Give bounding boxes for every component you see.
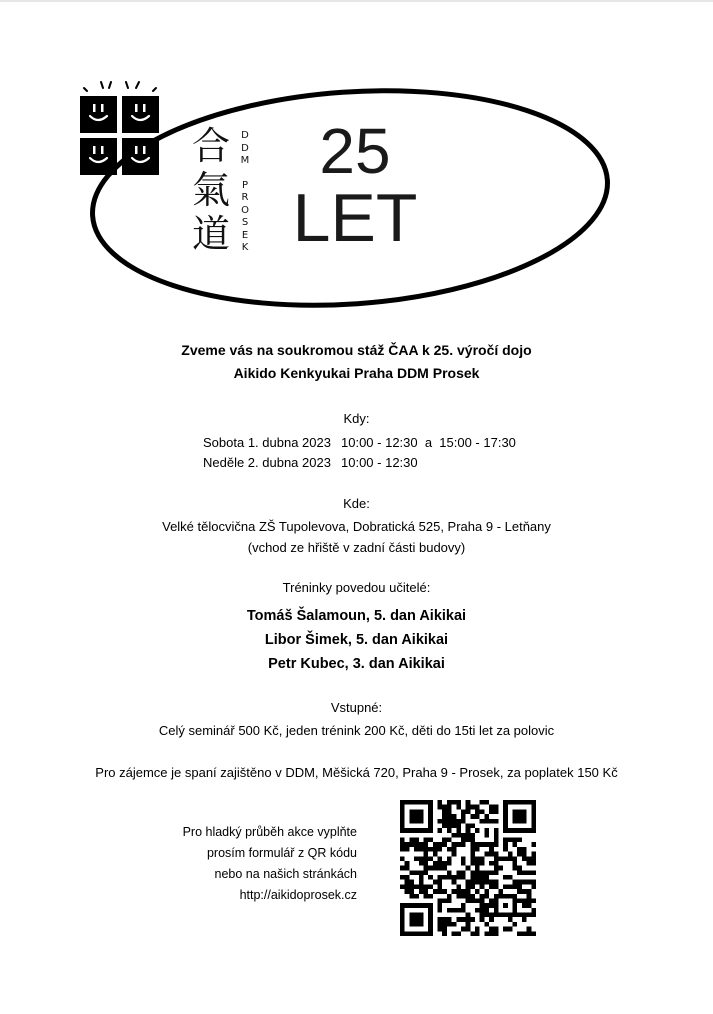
registration-line: nebo na našich stránkách	[214, 867, 357, 881]
vertical-letter: E	[241, 229, 249, 241]
when-label: Kdy:	[343, 411, 370, 426]
vertical-letter: O	[241, 204, 249, 216]
venue-address: Velké tělocvična ZŠ Tupolevova, Dobratická 525, Praha 9 - Letňany	[162, 519, 551, 534]
anniversary-number: 25	[319, 115, 391, 187]
where-label: Kde:	[343, 496, 370, 511]
ddm-prosek-vertical	[238, 130, 252, 255]
registration-text	[150, 822, 357, 906]
schedule-time: 10:00 - 12:30	[341, 455, 418, 470]
top-border	[0, 0, 713, 2]
vertical-letter: M	[240, 155, 250, 166]
aikido-kanji	[188, 124, 234, 256]
venue-note: (vchod ze hřiště v zadní části budovy)	[247, 540, 466, 555]
vertical-letter: K	[241, 242, 249, 253]
teachers-label: Tréninky povedou učitelé:	[282, 580, 431, 595]
invitation-line-2: Aikido Kenkyukai Praha DDM Prosek	[233, 365, 480, 381]
invitation-line-1: Zveme vás na soukromou stáž ČAA k 25. výročí dojo	[181, 342, 532, 358]
vertical-gap	[238, 168, 252, 180]
schedule-day: Neděle 2. dubna 2023	[203, 455, 331, 470]
schedule-day: Sobota 1. dubna 2023	[203, 435, 331, 450]
vertical-letter: S	[241, 217, 249, 228]
teacher-name: Petr Kubec, 3. dan Aikikai	[268, 656, 445, 672]
kanji-do: 道	[191, 212, 230, 256]
vertical-letter: D	[241, 130, 249, 141]
website-link[interactable]: http://aikidoprosek.cz	[239, 888, 357, 902]
registration-line: prosím formulář z QR kódu	[206, 846, 357, 860]
fee-text: Celý seminář 500 Kč, jeden trénink 200 Kč, děti do 15ti let za polovic	[158, 723, 555, 738]
vertical-letter: D	[241, 142, 249, 154]
kanji-ki: 氣	[191, 168, 230, 212]
kanji-ai: 合	[191, 124, 230, 168]
qr-code-icon[interactable]	[400, 800, 536, 936]
registration-line: Pro hladký průběh akce vyplňte	[182, 825, 357, 839]
accommodation-text: Pro zájemce je spaní zajištěno v DDM, Měšická 720, Praha 9 - Prosek, za poplatek 150 Kč	[95, 765, 618, 780]
anniversary-header	[80, 80, 620, 320]
anniversary-word: LET	[292, 180, 418, 256]
vertical-letter: R	[241, 192, 249, 203]
schedule-row	[203, 455, 418, 470]
teacher-name: Libor Šimek, 5. dan Aikikai	[264, 632, 449, 648]
schedule-time: 10:00 - 12:30 a 15:00 - 17:30	[341, 435, 516, 450]
schedule-row	[203, 435, 516, 450]
fee-label: Vstupné:	[330, 700, 383, 715]
four-smiley-squares-logo-icon	[80, 80, 160, 176]
teacher-name: Tomáš Šalamoun, 5. dan Aikikai	[246, 608, 467, 624]
vertical-letter: P	[241, 179, 249, 191]
